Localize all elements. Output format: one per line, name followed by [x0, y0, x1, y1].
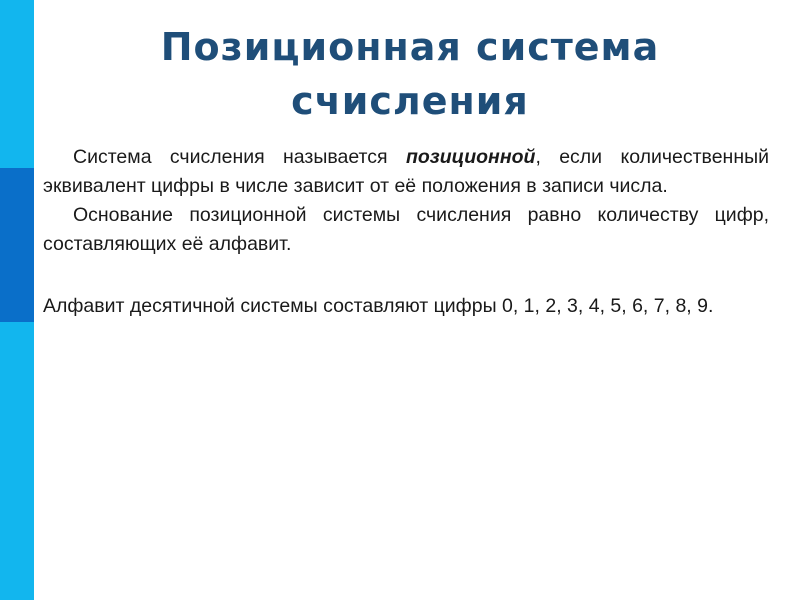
base-paragraph: Основание позиционной системы счисления равно количеству цифр, составляющих её алфавит.: [43, 204, 769, 255]
side-accent-bar: [0, 0, 34, 600]
definition-paragraph: [43, 143, 769, 201]
slide-title-line2: счисления: [291, 79, 529, 123]
slide-title: [60, 20, 760, 128]
side-bar-top-segment: [0, 0, 34, 168]
slide-body: [43, 143, 769, 321]
side-bar-bottom-segment: [0, 322, 34, 600]
alphabet-paragraph: Алфавит десятичной системы составляют цифры 0, 1, 2, 3, 4, 5, 6, 7, 8, 9.: [43, 295, 714, 317]
side-bar-highlight-segment: [0, 168, 34, 322]
definition-text-before: Система счисления называется: [73, 146, 406, 168]
definition-term: позиционной: [405, 146, 536, 168]
slide-title-line1: Позиционная система: [160, 25, 660, 69]
definition-text-after: , если количественный эквивалент цифры в числе зависит от её положения в записи числа.: [43, 146, 769, 197]
